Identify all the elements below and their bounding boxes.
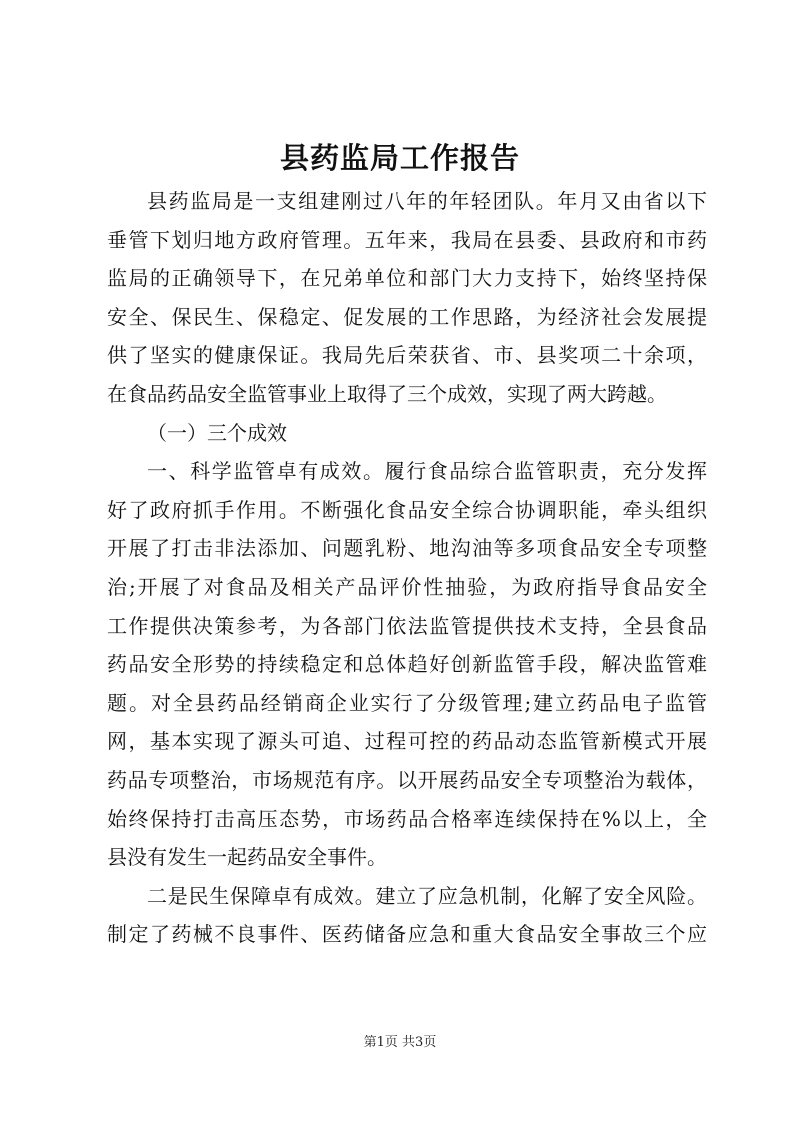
paragraph-line: 安全、保民生、保稳定、促发展的工作思路，为经济社会发展提 bbox=[107, 304, 707, 329]
paragraph-line: 二是民生保障卓有成效。建立了应急机制，化解了安全风险。 bbox=[147, 883, 707, 908]
body-text bbox=[107, 182, 707, 954]
paragraph-line: 题。对全县药品经销商企业实行了分级管理;建立药品电子监管 bbox=[107, 690, 707, 715]
paragraph-line: 县没有发生一起药品安全事件。 bbox=[107, 845, 387, 870]
paragraph-line: 始终保持打击高压态势，市场药品合格率连续保持在%以上，全 bbox=[107, 806, 707, 831]
document-title: 县药监局工作报告 bbox=[279, 141, 520, 175]
paragraph-line: 监局的正确领导下，在兄弟单位和部门大力支持下，始终坚持保 bbox=[107, 266, 707, 291]
paragraph-line: 药品专项整治，市场规范有序。以开展药品安全专项整治为载体， bbox=[107, 767, 707, 792]
paragraph-line: 制定了药械不良事件、医药储备应急和重大食品安全事故三个应 bbox=[107, 922, 707, 947]
page-number-footer: 第1页 共3页 bbox=[363, 1035, 437, 1050]
paragraph-line: 网，基本实现了源头可追、过程可控的药品动态监管新模式开展 bbox=[107, 729, 707, 754]
paragraph-line: 供了坚实的健康保证。我局先后荣获省、市、县奖项二十余项， bbox=[107, 343, 707, 368]
paragraph-line: 一、科学监管卓有成效。履行食品综合监管职责，充分发挥 bbox=[147, 459, 707, 484]
paragraph-line: 开展了打击非法添加、问题乳粉、地沟油等多项食品安全专项整 bbox=[107, 536, 707, 561]
paragraph-line: 垂管下划归地方政府管理。五年来，我局在县委、县政府和市药 bbox=[107, 227, 707, 252]
paragraph-line: 治;开展了对食品及相关产品评价性抽验，为政府指导食品安全 bbox=[107, 574, 707, 599]
paragraph-line: 县药监局是一支组建刚过八年的年轻团队。年月又由省以下 bbox=[147, 189, 707, 213]
paragraph-line: 药品安全形势的持续稳定和总体趋好创新监管手段，解决监管难 bbox=[107, 652, 707, 677]
section-heading: （一）三个成效 bbox=[147, 420, 287, 445]
paragraph-line: 在食品药品安全监管事业上取得了三个成效，实现了两大跨越。 bbox=[107, 381, 667, 406]
paragraph-line: 好了政府抓手作用。不断强化食品安全综合协调职能，牵头组织 bbox=[107, 497, 707, 522]
paragraph-line: 工作提供决策参考，为各部门依法监管提供技术支持，全县食品 bbox=[107, 613, 707, 638]
